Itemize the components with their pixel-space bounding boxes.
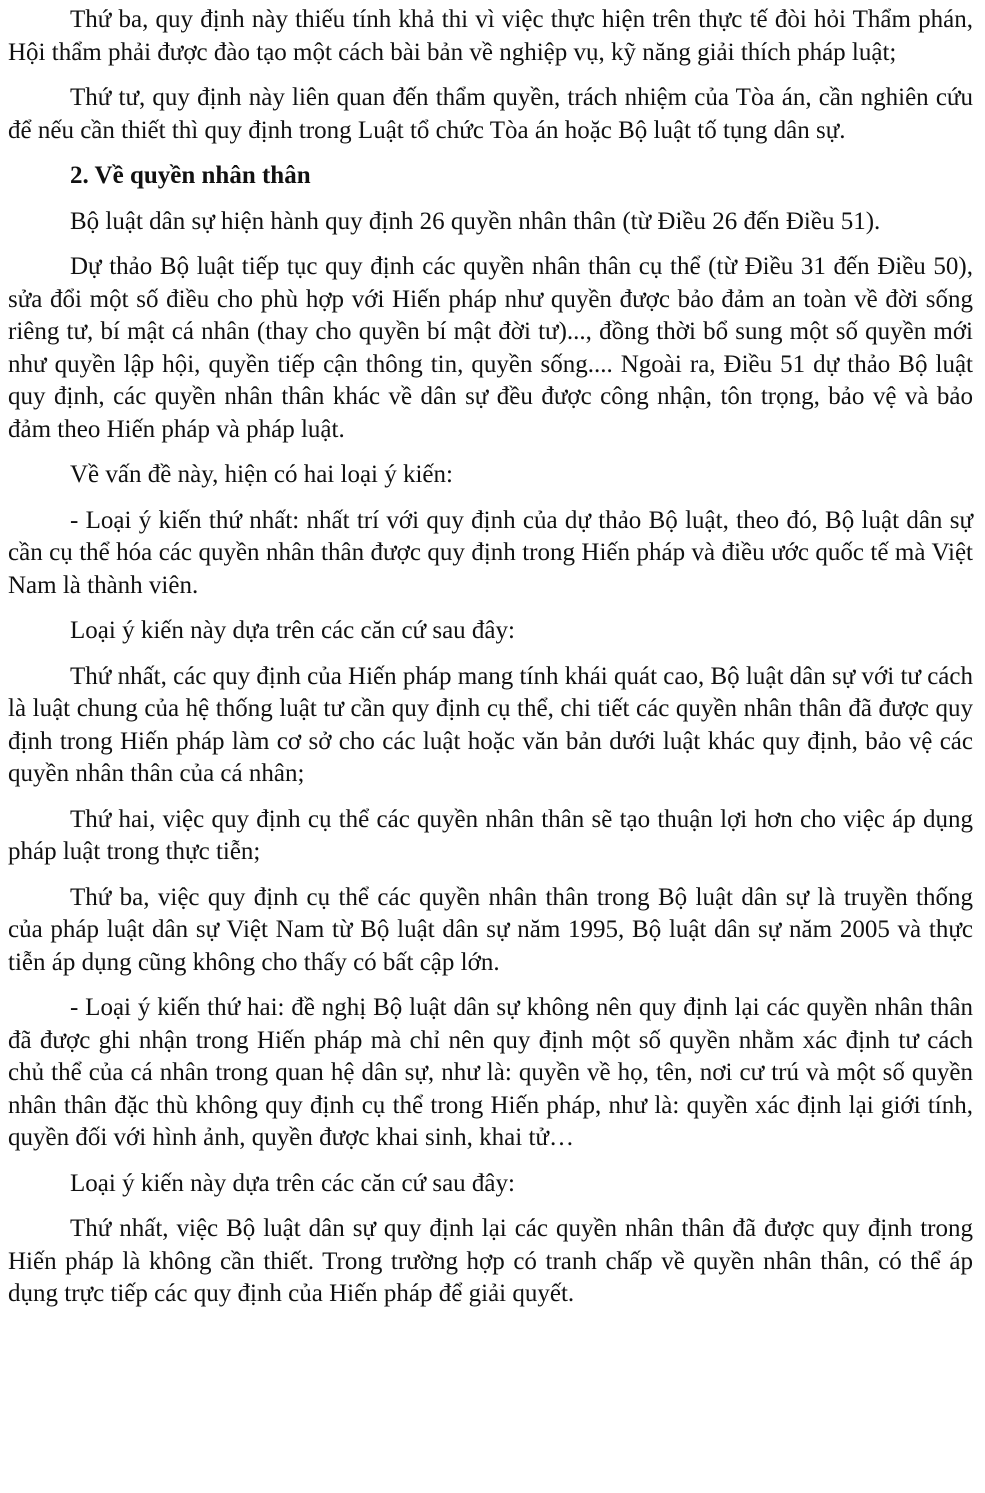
paragraph-can-cu-2-thu-nhat: Thứ nhất, việc Bộ luật dân sự quy định lại các quyền nhân thân đã được quy định trong Hiến pháp là không cần thiết. Trong trường hợp có tranh chấp về quyền nhân thân, có thể áp dụng trực tiếp các quy định của Hiến pháp để giải quyết.: [8, 1215, 973, 1307]
paragraph-du-thao: Dự thảo Bộ luật tiếp tục quy định các quyền nhân thân cụ thể (từ Điều 31 đến Điều 50), sửa đổi một số điều cho phù hợp với Hiến pháp như quyền được bảo đảm an toàn về đời sống riêng tư, bí mật cá nhân (thay cho quyền bí mật đời tư)..., đồng thời bổ sung một số quyền mới như quyền lập hội, quyền tiếp cận thông tin, quyền sống.... Ngoài ra, Điều 51 dự thảo Bộ luật quy định, các quyền nhân thân khác về dân sự đều được công nhận, tôn trọng, bảo vệ và bảo đảm theo Hiến pháp và pháp luật.: [8, 253, 973, 443]
paragraph-y-kien-thu-nhat: - Loại ý kiến thứ nhất: nhất trí với quy định của dự thảo Bộ luật, theo đó, Bộ luật dân sự cần cụ thể hóa các quyền nhân thân được quy định trong Hiến pháp và điều ước quốc tế mà Việt Nam là thành viên.: [8, 506, 973, 599]
paragraph-hai-loai-y-kien: Về vấn đề này, hiện có hai loại ý kiến:: [70, 461, 453, 488]
paragraph-can-cu-1-thu-ba: Thứ ba, việc quy định cụ thể các quyền nhân thân trong Bộ luật dân sự là truyền thống của pháp luật dân sự Việt Nam từ Bộ luật dân sự năm 1995, Bộ luật dân sự năm 2005 và thực tiễn áp dụng cũng không cho thấy có bất cập lớn.: [8, 883, 973, 976]
document-page: [8, 4, 973, 1324]
section-heading: 2. Về quyền nhân thân: [70, 162, 311, 189]
paragraph-bo-luat-hien-hanh: Bộ luật dân sự hiện hành quy định 26 quyền nhân thân (từ Điều 26 đến Điều 51).: [70, 207, 881, 235]
paragraph-thu-tu-tham-quyen: Thứ tư, quy định này liên quan đến thẩm quyền, trách nhiệm của Tòa án, cần nghiên cứu để nếu cần thiết thì quy định trong Luật tổ chức Tòa án hoặc Bộ luật tố tụng dân sự.: [8, 84, 973, 144]
paragraph-can-cu-2: Loại ý kiến này dựa trên các căn cứ sau đây:: [70, 1169, 515, 1197]
paragraph-can-cu-1-thu-nhat: Thứ nhất, các quy định của Hiến pháp mang tính khái quát cao, Bộ luật dân sự với tư cách là luật chung của hệ thống luật tư cần quy định cụ thể, chi tiết các quyền nhân thân đã được quy định trong Hiến pháp làm cơ sở cho các luật hoặc văn bản dưới luật khác quy định, bảo vệ các quyền nhân thân của cá nhân;: [8, 662, 973, 787]
paragraph-thu-ba-kha-thi: Thứ ba, quy định này thiếu tính khả thi vì việc thực hiện trên thực tế đòi hỏi Thẩm phán, Hội thẩm phải được đào tạo một cách bài bản về nghiệp vụ, kỹ năng giải thích pháp luật;: [8, 6, 973, 66]
paragraph-y-kien-thu-hai: - Loại ý kiến thứ hai: đề nghị Bộ luật dân sự không nên quy định lại các quyền nhân thân đã được ghi nhận trong Hiến pháp mà chỉ nên quy định một số quyền nhằm xác định tư cách chủ thể của cá nhân trong quan hệ dân sự, như là: quyền về họ, tên, nơi cư trú và một số quyền nhân thân đặc thù không quy định cụ thể trong Hiến pháp, như là: quyền xác định lại giới tính, quyền đối với hình ảnh, quyền được khai sinh, khai tử…: [8, 994, 973, 1151]
paragraph-can-cu-1-thu-hai: Thứ hai, việc quy định cụ thể các quyền nhân thân sẽ tạo thuận lợi hơn cho việc áp dụng pháp luật trong thực tiễn;: [8, 805, 973, 865]
paragraph-can-cu-1: Loại ý kiến này dựa trên các căn cứ sau đây:: [70, 617, 515, 644]
